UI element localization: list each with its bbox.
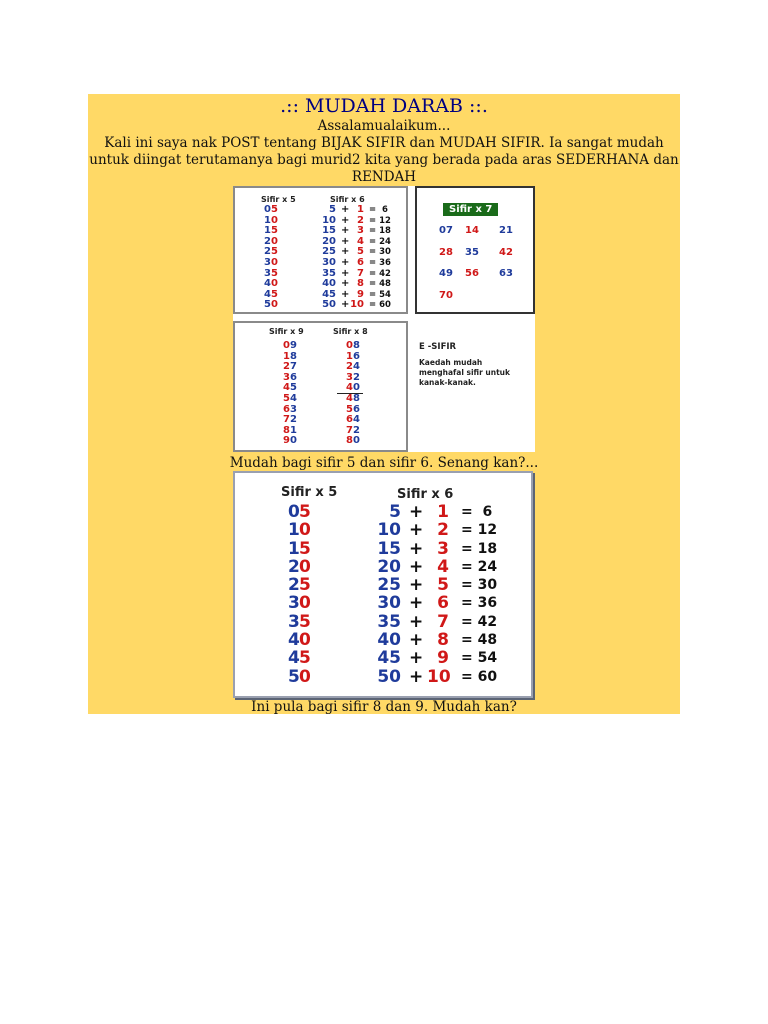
s6-result-value: = 60 (461, 668, 498, 685)
s5-units-digit: 0 (299, 666, 311, 687)
s6-add-value: 5 (357, 246, 364, 258)
s6-result-value: = 24 (461, 558, 498, 575)
s9-tens-digit: 7 (283, 414, 290, 426)
s6-result-value: = 42 (369, 268, 391, 279)
s9-tens-digit: 2 (283, 361, 290, 373)
s6-base-value: 15 (322, 225, 336, 237)
s6-base-value: 10 (322, 214, 336, 226)
s8-units-digit: 2 (353, 371, 360, 383)
s6-base-value: 45 (322, 288, 336, 300)
s5-units-digit: 5 (271, 246, 278, 258)
sifir7-cell: 14 (465, 225, 479, 236)
s6-base-value: 20 (322, 235, 336, 247)
s6-base-value: 35 (377, 611, 401, 632)
plus-sign: + (409, 648, 424, 669)
plus-sign: + (341, 235, 350, 247)
s5-tens-digit: 0 (288, 502, 300, 522)
s5-units-digit: 5 (299, 502, 311, 522)
s6-add-value: 1 (437, 502, 449, 522)
greeting: Assalamualaikum... (317, 118, 451, 134)
s6-add-value: 9 (357, 288, 364, 300)
plus-sign: + (409, 611, 424, 632)
s6-result-value: = 6 (461, 504, 493, 520)
s6-base-value: 20 (377, 556, 401, 577)
sifir7-cell: 49 (439, 268, 453, 279)
sifir7-box (415, 186, 535, 314)
s5-units-digit: 0 (271, 278, 278, 290)
s9-units-digit: 7 (290, 361, 297, 373)
s8-tens-digit: 8 (346, 435, 353, 447)
s5-units-digit: 0 (299, 593, 311, 614)
s6-add-value: 7 (357, 267, 364, 279)
s6-add-value: 10 (350, 299, 364, 311)
s5-tens-digit: 2 (288, 575, 300, 596)
s5-tens-digit: 0 (264, 204, 271, 215)
sifir9-units (290, 341, 297, 447)
s5-tens-digit: 3 (264, 267, 271, 279)
sifir7-cell: 42 (499, 247, 513, 258)
s8-tens-digit: 7 (346, 424, 353, 436)
plus-sign: + (409, 575, 424, 596)
small-sifir5-units (271, 205, 278, 311)
s8-units-digit: 6 (353, 350, 360, 362)
small-sifir5-tens (264, 205, 271, 311)
sifir7-cell: 56 (465, 268, 479, 279)
s6-result-value: = 54 (461, 650, 498, 667)
plus-sign: + (341, 299, 350, 311)
s8-units-digit: 8 (353, 340, 360, 351)
s8-units-digit: 4 (353, 361, 360, 373)
s8-tens-digit: 5 (346, 403, 353, 415)
s5-tens-digit: 5 (288, 666, 300, 687)
esifir-text-1: Kaedah mudah (419, 358, 483, 367)
plus-sign: + (341, 267, 350, 279)
plus-sign: + (409, 520, 424, 541)
s9-tens-digit: 0 (283, 340, 290, 351)
s5-tens-digit: 1 (288, 538, 300, 559)
s6-base-value: 5 (329, 204, 336, 215)
s9-units-digit: 2 (290, 414, 297, 426)
s6-add-value: 4 (357, 235, 364, 247)
big-sifir-5-6 (233, 471, 533, 698)
s5-units-digit: 5 (271, 267, 278, 279)
s5-tens-digit: 2 (288, 556, 300, 577)
s8-units-digit: 0 (353, 382, 360, 394)
s9-tens-digit: 6 (283, 403, 290, 415)
big-sifir6-base (375, 503, 401, 686)
s8-tens-digit: 1 (346, 350, 353, 362)
s9-units-digit: 4 (290, 392, 297, 404)
s6-base-value: 5 (389, 502, 401, 522)
s5-tens-digit: 1 (264, 225, 271, 237)
s9-units-digit: 8 (290, 350, 297, 362)
s9-tens-digit: 4 (283, 382, 290, 394)
s5-units-digit: 0 (271, 299, 278, 311)
s8-tens-digit: 6 (346, 414, 353, 426)
big-sifir6-header: Sifir x 6 (397, 487, 454, 502)
s5-units-digit: 5 (299, 575, 311, 596)
s6-add-value: 2 (437, 520, 449, 541)
sifir7-cell: 35 (465, 247, 479, 258)
esifir-text-3: kanak-kanak. (419, 378, 476, 387)
plus-sign: + (409, 593, 424, 614)
caption-2: Ini pula bagi sifir 8 dan 9. Mudah kan? (251, 699, 517, 715)
s5-units-digit: 5 (299, 538, 311, 559)
sifir7-cell: 07 (439, 225, 453, 236)
s6-result-value: = 12 (369, 215, 391, 226)
plus-sign: + (409, 556, 424, 577)
s5-units-digit: 0 (271, 256, 278, 268)
s9-units-digit: 5 (290, 382, 297, 394)
plus-sign: + (409, 502, 424, 522)
sifir7-cell: 21 (499, 225, 513, 236)
content-panel (88, 94, 680, 714)
s5-units-digit: 0 (299, 556, 311, 577)
s9-tens-digit: 3 (283, 371, 290, 383)
small-sifir6-base (320, 205, 336, 311)
plus-sign: + (409, 630, 424, 651)
intro-line-3: RENDAH (351, 169, 417, 185)
plus-sign: + (341, 214, 350, 226)
plus-sign: + (341, 246, 350, 258)
plus-sign: + (341, 204, 350, 215)
s6-result-value: = 6 (369, 205, 388, 215)
sifir7-header: Sifir x 7 (443, 203, 498, 216)
s6-base-value: 40 (377, 630, 401, 651)
s6-add-value: 6 (357, 256, 364, 268)
s5-tens-digit: 4 (288, 648, 300, 669)
s6-add-value: 9 (437, 648, 449, 669)
s5-tens-digit: 2 (264, 246, 271, 258)
caption-1: Mudah bagi sifir 5 dan sifir 6. Senang kan?... (229, 455, 539, 471)
s8-units-digit: 4 (353, 414, 360, 426)
s5-tens-digit: 3 (264, 256, 271, 268)
s8-units-digit: 8 (353, 392, 360, 404)
s8-tens-digit: 2 (346, 361, 353, 373)
s9-tens-digit: 5 (283, 392, 290, 404)
small-sifir6-header: Sifir x 6 (330, 195, 365, 204)
s9-tens-digit: 8 (283, 424, 290, 436)
s9-tens-digit: 9 (283, 435, 290, 447)
big-sifir6-add (427, 503, 449, 686)
s9-tens-digit: 1 (283, 350, 290, 362)
s9-units-digit: 0 (290, 435, 297, 447)
s6-result-value: = 30 (369, 247, 391, 258)
s6-base-value: 25 (322, 246, 336, 258)
s8-units-digit: 6 (353, 403, 360, 415)
s6-add-value: 6 (437, 593, 449, 614)
s6-result-value: = 30 (461, 577, 498, 594)
s6-base-value: 45 (377, 648, 401, 669)
plus-sign: + (341, 278, 350, 290)
s5-tens-digit: 1 (264, 214, 271, 226)
s5-tens-digit: 3 (288, 611, 300, 632)
s9-units-digit: 9 (290, 340, 297, 351)
s5-tens-digit: 1 (288, 520, 300, 541)
s5-units-digit: 0 (271, 235, 278, 247)
small-sifir6-add (350, 205, 364, 311)
sifir-composite-image (233, 186, 535, 452)
esifir-title: E -SIFIR (419, 342, 457, 352)
sifir7-cell: 28 (439, 247, 453, 258)
plus-sign: + (341, 225, 350, 237)
page-title: .:: MUDAH DARAB ::. (280, 95, 488, 117)
sifir7-cell: 70 (439, 290, 453, 301)
s6-result-value: = 42 (461, 613, 498, 630)
esifir-text-2: menghafal sifir untuk (419, 368, 511, 377)
s6-result-value: = 24 (369, 236, 391, 247)
big-sifir5-header: Sifir x 5 (281, 485, 338, 500)
s8-tens-digit: 0 (346, 340, 353, 351)
s5-tens-digit: 2 (264, 235, 271, 247)
s6-add-value: 2 (357, 214, 364, 226)
s6-base-value: 35 (322, 267, 336, 279)
s8-tens-digit: 4 (346, 382, 353, 394)
s6-base-value: 25 (377, 575, 401, 596)
sifir9-header: Sifir x 9 (269, 327, 304, 336)
s6-add-value: 8 (437, 630, 449, 651)
big-sifir6-result (461, 503, 497, 686)
s5-units-digit: 5 (299, 648, 311, 669)
s8-units-digit: 0 (353, 435, 360, 447)
big-sifir5-units (299, 503, 311, 686)
s6-add-value: 3 (437, 538, 449, 559)
sifir9-tens (283, 341, 290, 447)
sifir8-header: Sifir x 8 (333, 327, 368, 336)
s5-units-digit: 5 (299, 611, 311, 632)
s6-add-value: 7 (437, 611, 449, 632)
s9-units-digit: 1 (290, 424, 297, 436)
s6-base-value: 40 (322, 278, 336, 290)
plus-sign: + (341, 288, 350, 300)
s5-units-digit: 0 (299, 520, 311, 541)
s6-result-value: = 36 (369, 257, 391, 268)
s5-tens-digit: 3 (288, 593, 300, 614)
s6-result-value: = 12 (461, 522, 498, 539)
s5-units-digit: 0 (271, 214, 278, 226)
s6-result-value: = 18 (369, 226, 391, 237)
s6-result-value: = 54 (369, 289, 391, 300)
plus-sign: + (409, 666, 424, 687)
s6-result-value: = 60 (369, 300, 391, 311)
sifir7-cell: 63 (499, 268, 513, 279)
small-sifir-5-6 (233, 186, 408, 314)
s8-units-digit: 2 (353, 424, 360, 436)
s9-units-digit: 3 (290, 403, 297, 415)
s5-units-digit: 5 (271, 204, 278, 215)
s8-tens-digit: 3 (346, 371, 353, 383)
s5-units-digit: 5 (271, 288, 278, 300)
s6-base-value: 30 (377, 593, 401, 614)
s9-units-digit: 6 (290, 371, 297, 383)
s6-result-value: = 48 (461, 632, 498, 649)
s5-tens-digit: 5 (264, 299, 271, 311)
plus-sign: + (341, 256, 350, 268)
small-sifir5-header: Sifir x 5 (261, 195, 296, 204)
small-sifir6-plus (341, 205, 349, 311)
s6-add-value: 5 (437, 575, 449, 596)
small-sifir6-result (369, 205, 391, 311)
intro-line-2: untuk diingat terutamanya bagi murid2 kita yang berada pada aras SEDERHANA dan (89, 152, 679, 168)
s5-units-digit: 5 (271, 225, 278, 237)
s5-tens-digit: 4 (288, 630, 300, 651)
intro-line-1: Kali ini saya nak POST tentang BIJAK SIFIR dan MUDAH SIFIR. Ia sangat mudah (104, 135, 664, 151)
s6-base-value: 50 (377, 666, 401, 687)
s6-base-value: 10 (377, 520, 401, 541)
divider-line (337, 393, 363, 394)
s6-result-value: = 48 (369, 279, 391, 290)
small-sifir-9-8 (233, 321, 408, 452)
s6-add-value: 3 (357, 225, 364, 237)
s6-add-value: 8 (357, 278, 364, 290)
s5-tens-digit: 4 (264, 278, 271, 290)
plus-sign: + (409, 538, 424, 559)
s6-add-value: 10 (427, 666, 451, 687)
s6-add-value: 1 (357, 204, 364, 215)
s6-add-value: 4 (437, 556, 449, 577)
s6-base-value: 30 (322, 256, 336, 268)
s6-result-value: = 36 (461, 595, 498, 612)
s6-base-value: 50 (322, 299, 336, 311)
s5-tens-digit: 4 (264, 288, 271, 300)
big-sifir6-plus (409, 503, 423, 686)
s5-units-digit: 0 (299, 630, 311, 651)
s8-tens-digit: 4 (346, 392, 353, 404)
s6-base-value: 15 (377, 538, 401, 559)
s6-result-value: = 18 (461, 540, 498, 557)
